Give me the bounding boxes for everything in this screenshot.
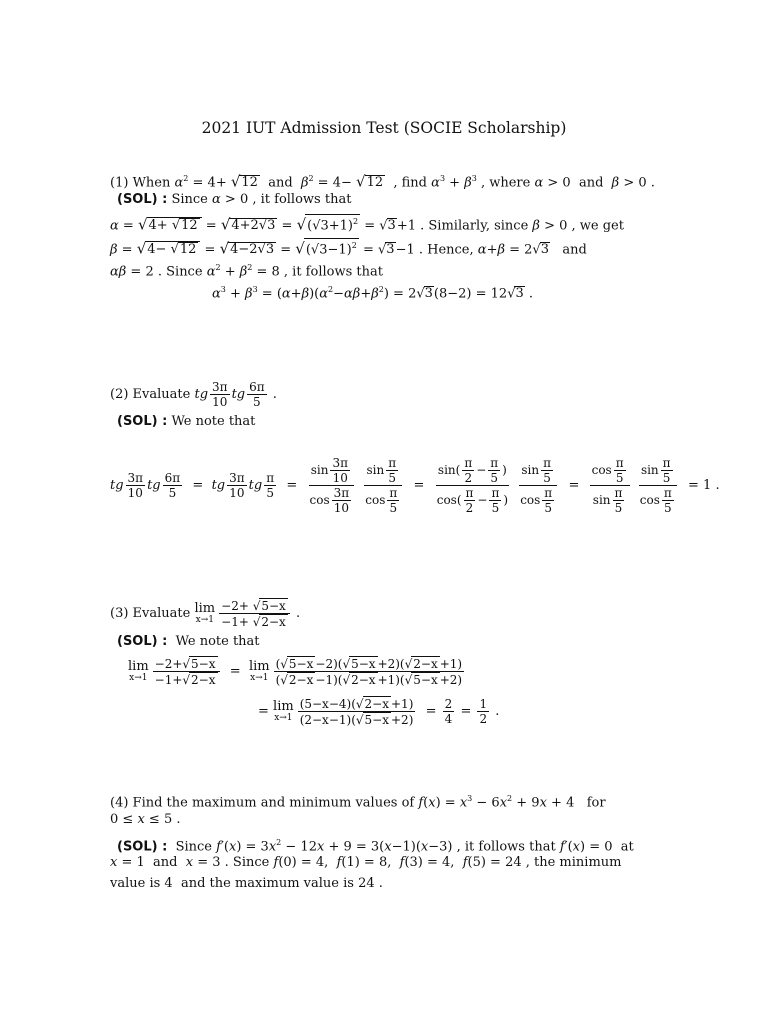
problem-3-sol: (SOL) : We note that — [117, 634, 260, 649]
problem-4-sol-line-3: value is 4 and the maximum value is 24 . — [110, 876, 383, 891]
problem-4-sol-line-2: x = 1 and x = 3 . Since f(0) = 4, f(1) = 8, f(3) = 4, f(5) = 24 , the minimum — [110, 855, 622, 870]
problem-1-sol-line-2: $\alpha = √4+ √12 = √4+2√3 = √(√3+1)^2 = √3+1$ . Similarly, since β > 0 , we get — [110, 215, 624, 234]
problem-1-sol-line-4: αβ = 2 . Since $\alpha^2 + \beta^2 = 8$ , it follows that — [110, 263, 383, 280]
problem-2-equation: tg $\frac{3\pi}{10}$ tg $\frac{6\pi}{5}$ = tg $\frac{3\pi}{10}$ tg $\frac{\pi}{5}$ = sin $\frac{3\pi}{10}$ cos $\frac{3\pi}{10}$ sin $\frac{\pi}{5}$ cos $\frac{\pi}{5}$ = sin( $\frac{\pi}{2}$ − $\frac{\pi}{5}$ ) cos( $\frac{\pi}{2}$ − $\frac{\pi}{5}$ ) sin $\frac{\pi}{5}$ cos $\frac{\pi}{5}$ = cos $\frac{\pi}{5}$ sin $\frac{\pi}{5}$ sin $\frac{\pi}{5}$ cos $\frac{\pi}{5}$ = 1 . — [110, 456, 720, 515]
problem-3-question: (3) Evaluate lim x→1 $\frac{-2+ √5-x}{-1+ √2-x}$ . — [110, 599, 301, 629]
problem-4-question-2: 0 ≤ x ≤ 5 . — [110, 812, 181, 827]
problem-4-sol-line-1: (SOL) : Since $f'(x) = 3x^2 - 12x + 9 = 3(x-1)(x-3)$ , it follows that f′(x) = 0 at — [117, 838, 634, 855]
problem-4-question-1: (4) Find the maximum and minimum values of $f(x) = x^3 - 6x^2 + 9x + 4$ for — [110, 794, 606, 811]
problem-1-question: (1) When $\alpha^2 = 4+ √12$ and $\beta^2 = 4- √12$ , find $\alpha^3 + \beta^3$ , where α > 0 and β > 0 . — [110, 172, 655, 191]
problem-1-sol-line-3: $\beta = √4- √12 = √4-2√3 = √(√3-1)^2 = √3-1$ . Hence, α+β = 2√3 and — [110, 239, 587, 258]
problem-1-result: $\alpha^3 + \beta^3 = (\alpha+\beta)(\alpha^2-\alpha\beta+\beta^2) = 2√3(8-2) = 12√3$ . — [212, 285, 534, 302]
problem-3-equation-2: = lim x→1 $\frac{(5-x-4)(√2-x +1)}{(2-x-1)(√5-x +2)}$ = $\frac{2}{4}$ = $\frac{1}{2}$ . — [258, 697, 500, 727]
problem-1-sol-line-1: (SOL) : Since α > 0 , it follows that — [117, 192, 352, 207]
problem-2-sol: (SOL) : We note that — [117, 414, 256, 429]
problem-2-question: (2) Evaluate tg $\frac{3\pi}{10}$ tg $\frac{6\pi}{5}$ . — [110, 380, 277, 409]
problem-3-equation-1: lim x→1 $\frac{-2+√5-x}{-1+√2-x}$ = lim x→1 $\frac{(√5-x -2)(√5-x +2)(√2-x +1)}{(√2-x -1)(√2-x +1)(√5-x +2)}$ — [128, 657, 463, 687]
page-title: 2021 IUT Admission Test (SOCIE Scholarship) — [201, 119, 567, 137]
